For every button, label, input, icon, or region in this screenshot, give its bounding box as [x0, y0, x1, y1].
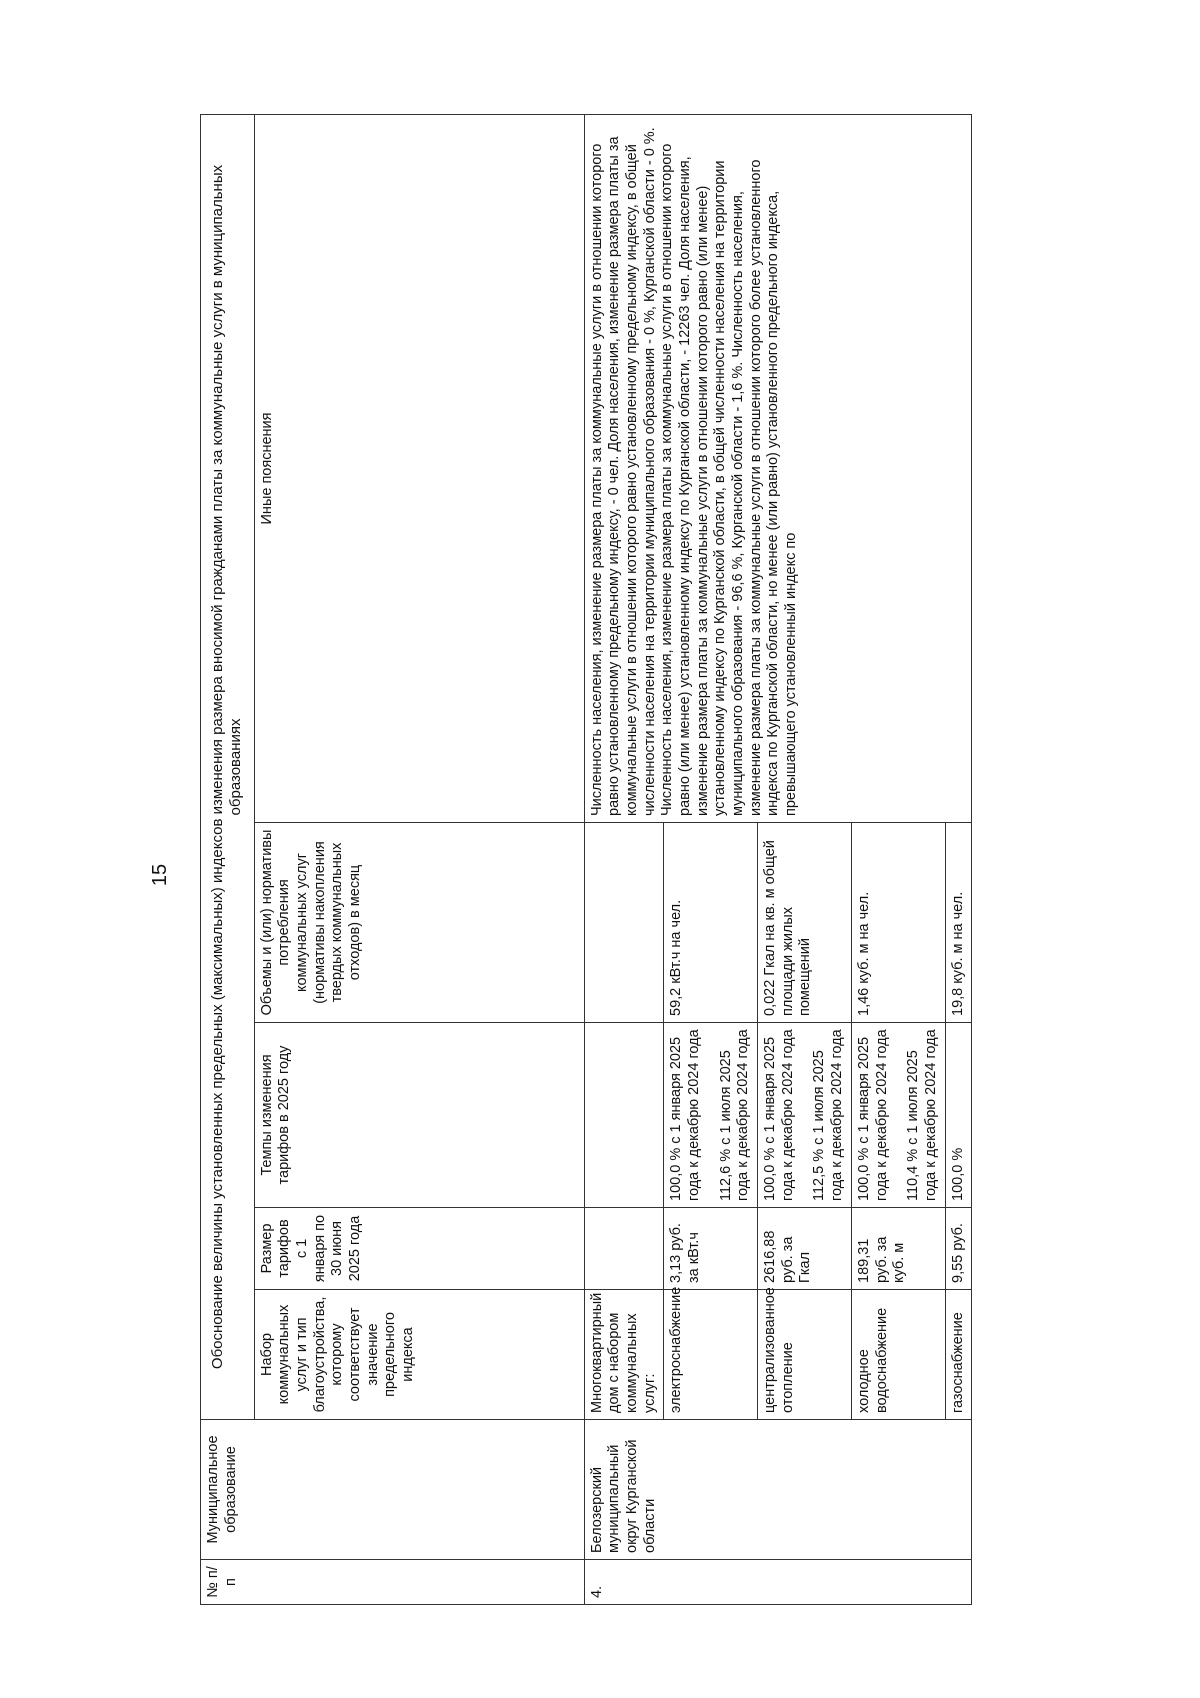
rate-period-1: 100,0 % с 1 января 2025 года к декабрю 2024 года	[762, 1029, 796, 1201]
service-rate	[664, 1023, 758, 1208]
service-name: электроснабжение	[664, 1290, 758, 1420]
service-name: холодное водоснабжение	[851, 1290, 945, 1420]
header-row-1	[201, 114, 255, 1604]
row-number: 4.	[584, 1560, 972, 1605]
service-rate	[945, 1023, 972, 1208]
col-notes-header: Иные пояснения	[254, 114, 584, 822]
col-municipality-header: Муниципальное образование	[201, 1420, 585, 1560]
rate-period-1: 100,0 % с 1 января 2025 года к декабрю 2024 года	[855, 1029, 890, 1201]
rate-period-1: 100,0 % с 1 января 2025 года к декабрю 2024 года	[668, 1029, 703, 1201]
service-rate	[758, 1023, 852, 1208]
header-row-2	[254, 114, 584, 1604]
col-volume-header: Объемы и (или) нормативы потребления коммунальных услуг (нормативы накопления твердых коммунальных отходов) в месяц	[254, 823, 584, 1023]
service-rate	[851, 1023, 945, 1208]
service-volume: 19,8 куб. м на чел.	[945, 823, 972, 1023]
rotated-table-wrapper	[200, 115, 1095, 1605]
house-type: Многоквартирный дом с набором коммунальных услуг:	[584, 1290, 664, 1420]
service-volume: 59,2 кВт.ч на чел.	[664, 823, 758, 1023]
notes-text: Численность населения, изменение размера платы за коммунальные услуги в отношении которого равно установленному предельному индексу, - 0 чел. Доля населения, изменение размера платы за коммунальные услуги в отношении которого равно установленному предельному индексу, в общей численности населения на территории муниципального образования - 0 %, Курганской области - 0 %. Численность населения, изменение размера платы за коммунальные услуги в отношении которого равно (или менее) установленному индексу по Курганской области, - 12263 чел. Доля населения, изменение размера платы за коммунальные услуги в отношении которого равно (или менее) установленному индексу по Курганской области, в общей численности населения на территории муниципального образования - 96,6 %, Курганской области - 1,6 %. Численность населения, изменение размера платы за коммунальные услуги в отношении которого более установленного индекса по Курганской области, но менее (или равно) установленного предельного индекса, превышающего установленный индекс по	[584, 114, 972, 822]
service-tariff: 3,13 руб. за кВт.ч	[664, 1208, 758, 1290]
service-tariff: 189,31 руб. за куб. м	[851, 1208, 945, 1290]
col-set-header: Набор коммунальных услуг и тип благоустройства, которому соответствует значение предельного индекса	[254, 1290, 584, 1420]
col-tariff-header: Размер тарифов с 1 января по 30 июня 2025 года	[254, 1208, 584, 1290]
service-name: централизованное отопление	[758, 1290, 852, 1420]
rate-period-1: 100,0 %	[949, 1147, 966, 1201]
service-volume: 0,022 Гкал на кв. м общей площади жилых помещений	[758, 823, 852, 1023]
service-volume: 1,46 куб. м на чел.	[851, 823, 945, 1023]
rate-period-2: 112,6 % с 1 июля 2025 года к декабрю 2024 года	[717, 1029, 752, 1201]
service-tariff: 9,55 руб.	[945, 1208, 972, 1290]
rate-period-2: 112,5 % с 1 июля 2025 года к декабрю 2024 года	[811, 1029, 846, 1201]
service-name: газоснабжение	[945, 1290, 972, 1420]
table-title: Обоснование величины установленных предельных (максимальных) индексов изменения размера вносимой гражданами платы за коммунальные услуги в муниципальных образованиях	[201, 114, 255, 1419]
table-row-house	[584, 114, 664, 1604]
col-rate-header: Темпы изменения тарифов в 2025 году	[254, 1023, 584, 1208]
page-number: 15	[149, 863, 171, 887]
col-num-header: № п/п	[201, 1560, 585, 1605]
service-tariff: 2616,88 руб. за Гкал	[758, 1208, 852, 1290]
municipality-name: Белозерский муниципальный округ Курганской области	[584, 1420, 972, 1560]
tariff-table	[200, 114, 972, 1605]
rate-period-2: 110,4 % с 1 июля 2025 года к декабрю 2024 года	[905, 1029, 939, 1201]
